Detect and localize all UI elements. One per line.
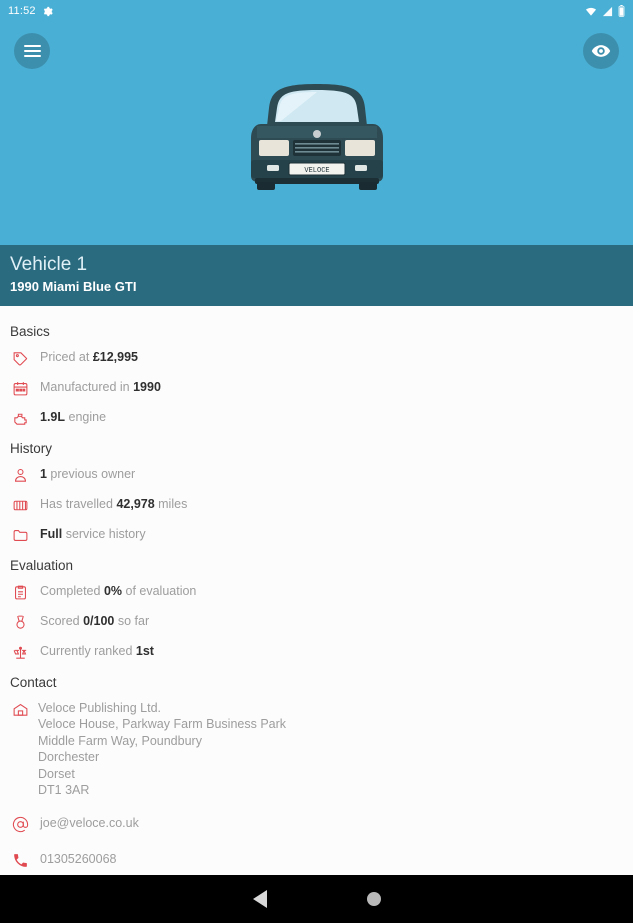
list-item-text: Manufactured in 1990 bbox=[40, 379, 161, 394]
address-line: Middle Farm Way, Poundbury bbox=[38, 733, 202, 748]
medal-icon bbox=[12, 613, 38, 631]
menu-button[interactable] bbox=[14, 33, 50, 69]
settings-gear-icon bbox=[42, 6, 53, 17]
car-front-svg bbox=[217, 68, 417, 203]
status-bar-clock: 11:52 bbox=[8, 5, 36, 17]
section-heading-contact: Contact bbox=[10, 674, 57, 690]
list-item[interactable] bbox=[0, 520, 633, 550]
list-item[interactable] bbox=[0, 577, 633, 607]
contact-email-row[interactable] bbox=[0, 805, 633, 839]
page-title: Vehicle 1 bbox=[10, 254, 88, 275]
folder-icon bbox=[12, 526, 38, 544]
app-bar bbox=[0, 22, 633, 80]
address-line: DT1 3AR bbox=[38, 783, 90, 798]
page-subtitle: 1990 Miami Blue GTI bbox=[10, 278, 137, 294]
address-line: Veloce Publishing Ltd. bbox=[38, 700, 162, 715]
eye-icon bbox=[591, 41, 611, 61]
menu-icon bbox=[24, 45, 41, 57]
clipboard-icon bbox=[12, 583, 38, 601]
system-navigation-bar bbox=[0, 875, 633, 923]
address-line: Veloce House, Parkway Farm Business Park bbox=[38, 717, 287, 732]
signal-icon bbox=[602, 6, 613, 17]
list-item-text: Currently ranked 1st bbox=[40, 643, 154, 658]
scales-icon bbox=[12, 643, 38, 661]
list-item[interactable] bbox=[0, 637, 633, 667]
section-heading-basics: Basics bbox=[10, 323, 50, 339]
list-item-text: Scored 0/100 so far bbox=[40, 613, 150, 628]
section-heading-evaluation: Evaluation bbox=[10, 557, 74, 573]
person-icon bbox=[12, 466, 38, 484]
home-button[interactable] bbox=[367, 892, 381, 906]
building-icon bbox=[12, 700, 38, 718]
engine-icon bbox=[12, 409, 38, 427]
contact-address-row[interactable] bbox=[0, 694, 633, 805]
phone-text: 01305260068 bbox=[40, 851, 117, 866]
list-item[interactable] bbox=[0, 343, 633, 373]
list-item[interactable] bbox=[0, 460, 633, 490]
list-item-text: Has travelled 42,978 miles bbox=[40, 496, 188, 511]
list-item-text: 1.9L engine bbox=[40, 409, 107, 424]
contact-phone-row[interactable] bbox=[0, 839, 633, 875]
list-item-text: Completed 0% of evaluation bbox=[40, 583, 197, 598]
list-item-text: Priced at £12,995 bbox=[40, 349, 138, 364]
address-block bbox=[38, 700, 286, 799]
list-item-text: 1 previous owner bbox=[40, 466, 136, 481]
visibility-button[interactable] bbox=[583, 33, 619, 69]
status-bar bbox=[0, 0, 633, 22]
section-heading-history: History bbox=[10, 440, 53, 456]
hero-banner bbox=[0, 22, 633, 245]
calendar-icon bbox=[12, 379, 38, 397]
battery-icon bbox=[618, 5, 625, 17]
list-item[interactable] bbox=[0, 490, 633, 520]
wifi-icon bbox=[585, 6, 597, 17]
list-item[interactable] bbox=[0, 607, 633, 637]
email-text: joe@veloce.co.uk bbox=[40, 815, 139, 830]
address-line: Dorchester bbox=[38, 750, 100, 765]
phone-icon bbox=[12, 851, 38, 869]
list-item[interactable] bbox=[0, 373, 633, 403]
back-button[interactable] bbox=[253, 890, 267, 908]
vehicle-illustration bbox=[0, 68, 633, 203]
address-line: Dorset bbox=[38, 766, 75, 781]
car-number-plate: VELOCE bbox=[303, 167, 330, 175]
odometer-icon bbox=[12, 496, 38, 514]
list-item[interactable] bbox=[0, 403, 633, 433]
at-icon bbox=[12, 815, 38, 833]
details-list bbox=[0, 306, 633, 875]
vehicle-title-band bbox=[0, 245, 633, 306]
list-item-text: Full service history bbox=[40, 526, 146, 541]
price-tag-icon bbox=[12, 349, 38, 367]
